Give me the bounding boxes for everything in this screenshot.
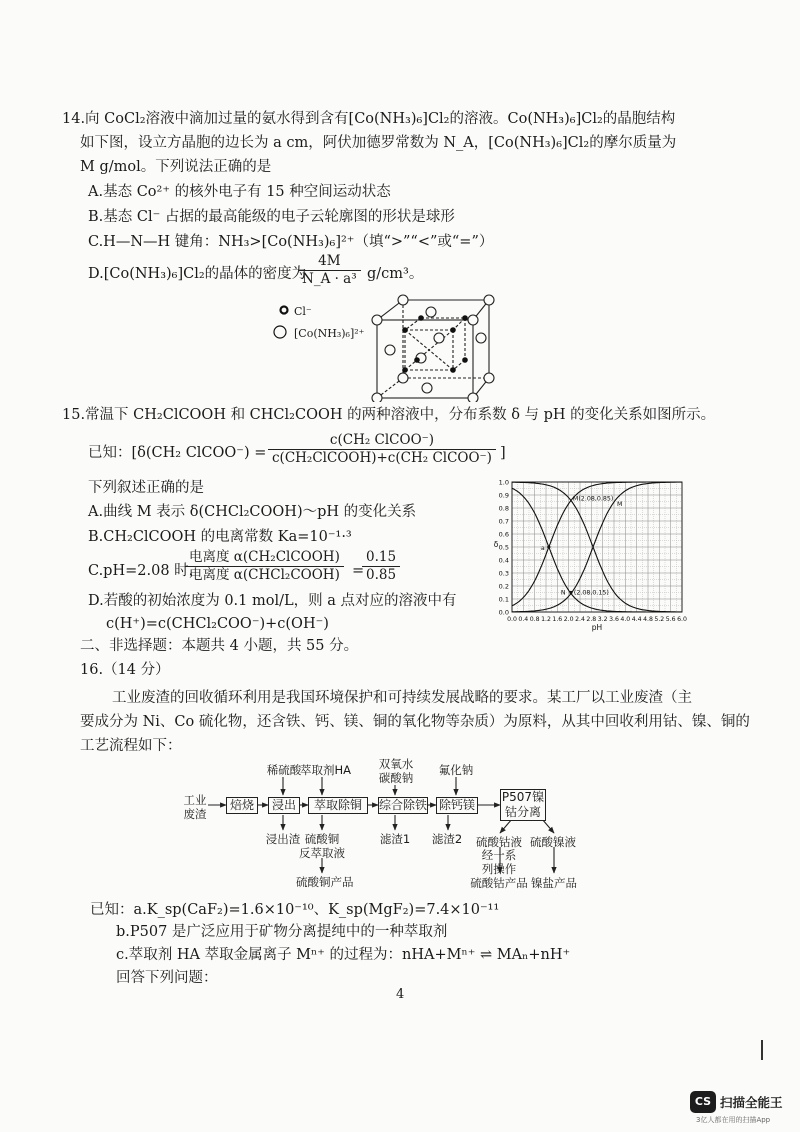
page-number: 4 xyxy=(396,987,405,1002)
q14-density-fraction xyxy=(298,253,361,288)
q14-option-b: B.基态 Cl⁻ 占据的最高能级的电子云轮廓图的形状是球形 xyxy=(88,209,455,225)
flow-cuso4-product: 硫酸铜产品 xyxy=(296,875,354,889)
chart-x-tick-label: 0.0 xyxy=(507,616,517,623)
legend-co-label: [Co(NH₃)₆]²⁺ xyxy=(294,327,365,340)
flow-box-roast: 焙烧 xyxy=(226,797,258,814)
chart-x-tick-label: 2.8 xyxy=(586,616,597,623)
q14-density-unit: g/cm³。 xyxy=(367,266,424,282)
flow-box-p507: P507镍 钴分离 xyxy=(501,790,545,819)
chart-x-tick-label: 6.0 xyxy=(677,616,687,623)
flow-reagent-naf: 氟化钠 xyxy=(438,763,474,777)
legend-cl-label: Cl⁻ xyxy=(294,305,312,318)
chart-y-tick-label: 0.8 xyxy=(498,504,509,513)
q14-density-denominator: N_A · a³ xyxy=(302,271,357,287)
flow-reagent-h2o2: 双氧水 碳酸钠 xyxy=(378,757,414,785)
q16-header: 16.（14 分） xyxy=(80,662,170,678)
flow-box-cu-extract: 萃取除铜 xyxy=(308,797,368,814)
q14-option-c: C.H—N—H 键角：NH₃>[Co(NH₃)₆]²⁺（填“>”“<”或“=”） xyxy=(88,234,494,250)
q16-paragraph-line3: 工艺流程如下： xyxy=(80,738,182,754)
chart-x-axis-label: pH xyxy=(591,623,603,632)
chart-x-tick-label: 4.4 xyxy=(631,616,642,623)
q14-density-numerator: 4M xyxy=(298,253,361,271)
chart-annotation-label: (2.08,0.15) xyxy=(573,589,609,597)
q15-known-fraction xyxy=(268,432,496,467)
chart-x-tick-label: 4.8 xyxy=(643,616,653,623)
chart-x-tick-label: 2.0 xyxy=(563,616,574,623)
flow-filter-residue-1: 滤渣1 xyxy=(379,832,411,846)
q16-known-c: c.萃取剂 HA 萃取金属离子 Mⁿ⁺ 的过程为：nHA+Mⁿ⁺ ⇌ MAₙ+nH⁺ xyxy=(116,947,571,963)
flow-coso4-liquid: 硫酸钴液 xyxy=(476,835,522,849)
chart-y-tick-label: 1.0 xyxy=(498,478,509,487)
q15-ratio-numerator: 0.15 xyxy=(362,549,400,567)
chart-y-axis-label: δ xyxy=(493,540,499,549)
q15-option-d-line2: c(H⁺)=c(CHCl₂COO⁻)+c(OH⁻) xyxy=(106,616,329,632)
chart-point-marker xyxy=(569,591,572,594)
q15-option-d-line1: D.若酸的初始浓度为 0.1 mol/L，则 a 点对应的溶液中有 xyxy=(88,593,457,609)
flow-box-fe-remove: 综合除铁 xyxy=(379,798,428,812)
q16-answer-prompt: 回答下列问题： xyxy=(116,970,218,986)
flow-ni-salt-product: 镍盐产品 xyxy=(531,876,577,890)
chart-y-tick-label: 0.1 xyxy=(498,595,509,604)
q15-stem: 15.常温下 CH₂ClCOOH 和 CHCl₂COOH 的两种溶液中，分布系数 δ 与 pH 的变化关系如图所示。 xyxy=(62,407,716,423)
chart-x-tick-label: 4.0 xyxy=(620,616,631,623)
q16-known-b: b.P507 是广泛应用于矿物分离提纯中的一种萃取剂 xyxy=(116,924,448,940)
chart-y-tick-label: 0.4 xyxy=(498,556,509,565)
flow-reagent-acid: 稀硫酸 xyxy=(266,763,302,777)
chart-y-tick-label: 0.2 xyxy=(498,582,509,591)
flow-box-ca-mg-remove: 除钙镁 xyxy=(436,797,478,814)
q15-known-denominator: c(CH₂ClCOOH)+c(CH₂ ClCOO⁻) xyxy=(272,450,492,466)
chart-y-tick-label: 0.5 xyxy=(498,543,509,552)
flow-coso4-product: 硫酸钴产品 xyxy=(470,876,528,890)
q15-ionization-numerator: 电离度 α(CH₂ClCOOH) xyxy=(185,549,344,567)
chart-y-tick-label: 0.0 xyxy=(498,608,509,617)
q15-known-numerator: c(CH₂ ClCOO⁻) xyxy=(268,432,496,450)
chart-x-tick-label: 0.8 xyxy=(529,616,540,623)
chart-x-tick-label: 1.6 xyxy=(552,616,563,623)
chart-annotation-label: N xyxy=(560,589,566,597)
q15-ratio-denominator: 0.85 xyxy=(366,567,397,583)
q14-line2: 如下图，设立方晶胞的边长为 a cm，阿伏加德罗常数为 N_A，[Co(NH₃)₆]Cl₂的摩尔质量为 xyxy=(80,135,677,151)
q14-option-d: D.[Co(NH₃)₆]Cl₂的晶体的密度为 xyxy=(88,266,307,282)
cl-legend-marker xyxy=(281,307,288,314)
chart-y-tick-label: 0.6 xyxy=(498,530,509,539)
flow-box-leach: 浸出 xyxy=(268,797,300,814)
q15-option-a: A.曲线 M 表示 δ(CHCl₂COOH)～pH 的变化关系 xyxy=(88,504,417,520)
scan-mark xyxy=(761,1040,763,1060)
chart-y-tick-label: 0.9 xyxy=(498,491,509,500)
q15-ratio-fraction xyxy=(362,549,400,584)
chart-annotation-label: M xyxy=(617,501,623,508)
chart-x-tick-label: 5.6 xyxy=(665,616,676,623)
chart-point-marker xyxy=(547,545,550,548)
flow-residue-leach: 浸出渣 xyxy=(265,832,301,846)
chart-y-tick-label: 0.3 xyxy=(498,569,509,578)
q16-paragraph-line2: 要成分为 Ni、Co 硫化物，还含铁、钙、镁、铜的氧化物等杂质）为原料，从其中回收利用钴、镍、铜的 xyxy=(80,714,750,730)
chart-x-tick-label: 3.2 xyxy=(597,616,608,623)
q14-line1: 14.向 CoCl₂溶液中滴加过量的氨水得到含有[Co(NH₃)₆]Cl₂的溶液。Co(NH₃)₆]Cl₂的晶胞结构 xyxy=(62,111,676,127)
q15-ionization-denominator: 电离度 α(CHCl₂COOH) xyxy=(189,567,340,583)
chart-x-tick-label: 1.2 xyxy=(541,616,551,623)
chart-x-tick-label: 3.6 xyxy=(609,616,619,623)
distribution-chart xyxy=(488,476,688,642)
scanner-logo-icon: CS xyxy=(690,1091,716,1113)
q15-option-c: C.pH=2.08 时， xyxy=(88,563,204,579)
scanner-subtitle: 3亿人都在用的扫描App xyxy=(696,1116,771,1124)
chart-annotation-label: M(2.08,0.85) xyxy=(572,495,614,503)
chart-x-tick-label: 5.2 xyxy=(654,616,665,623)
co-legend-marker xyxy=(274,326,286,338)
scanner-badge xyxy=(690,1087,790,1127)
q16-known-a: 已知：a.K_sp(CaF₂)=1.6×10⁻¹⁰、K_sp(MgF₂)=7.4×10⁻¹¹ xyxy=(90,902,500,918)
chart-x-tick-label: 2.4 xyxy=(575,616,585,623)
flow-filter-residue-2: 滤渣2 xyxy=(431,832,463,846)
chart-x-tick-label: 0.4 xyxy=(518,616,529,623)
crystal-cell-diagram xyxy=(365,290,500,402)
flow-cuso4-strip: 硫酸铜 反萃取液 xyxy=(299,832,345,860)
q15-known-close: ] xyxy=(500,445,506,461)
q14-line3: M g/mol。下列说法正确的是 xyxy=(80,159,272,175)
q15-intro: 下列叙述正确的是 xyxy=(88,480,204,496)
section-two-heading: 二、非选择题：本题共 4 小题，共 55 分。 xyxy=(80,638,359,654)
chart-annotation-label: a xyxy=(540,545,545,552)
q15-option-c-equals: = xyxy=(352,563,365,579)
flow-niso4-liquid: 硫酸镍液 xyxy=(530,835,576,849)
q15-known-prefix: 已知：[δ(CH₂ ClCOO⁻) = xyxy=(88,445,267,461)
scanner-name: 扫描全能王 xyxy=(720,1095,783,1110)
q15-ionization-fraction xyxy=(185,549,344,584)
q16-paragraph-line1: 工业废渣的回收循环利用是我国环境保护和可持续发展战略的要求。某工厂以工业废渣（主 xyxy=(112,690,692,706)
flow-series-operation: 经一系 列操作 xyxy=(481,848,517,876)
q14-option-a: A.基态 Co²⁺ 的核外电子有 15 种空间运动状态 xyxy=(88,184,391,200)
chart-y-tick-label: 0.7 xyxy=(498,517,509,526)
q15-option-b: B.CH₂ClCOOH 的电离常数 Ka=10⁻¹·³ xyxy=(88,529,352,545)
flow-reagent-ha: 萃取剂HA xyxy=(300,763,352,777)
flow-input: 工业 废渣 xyxy=(183,793,207,821)
